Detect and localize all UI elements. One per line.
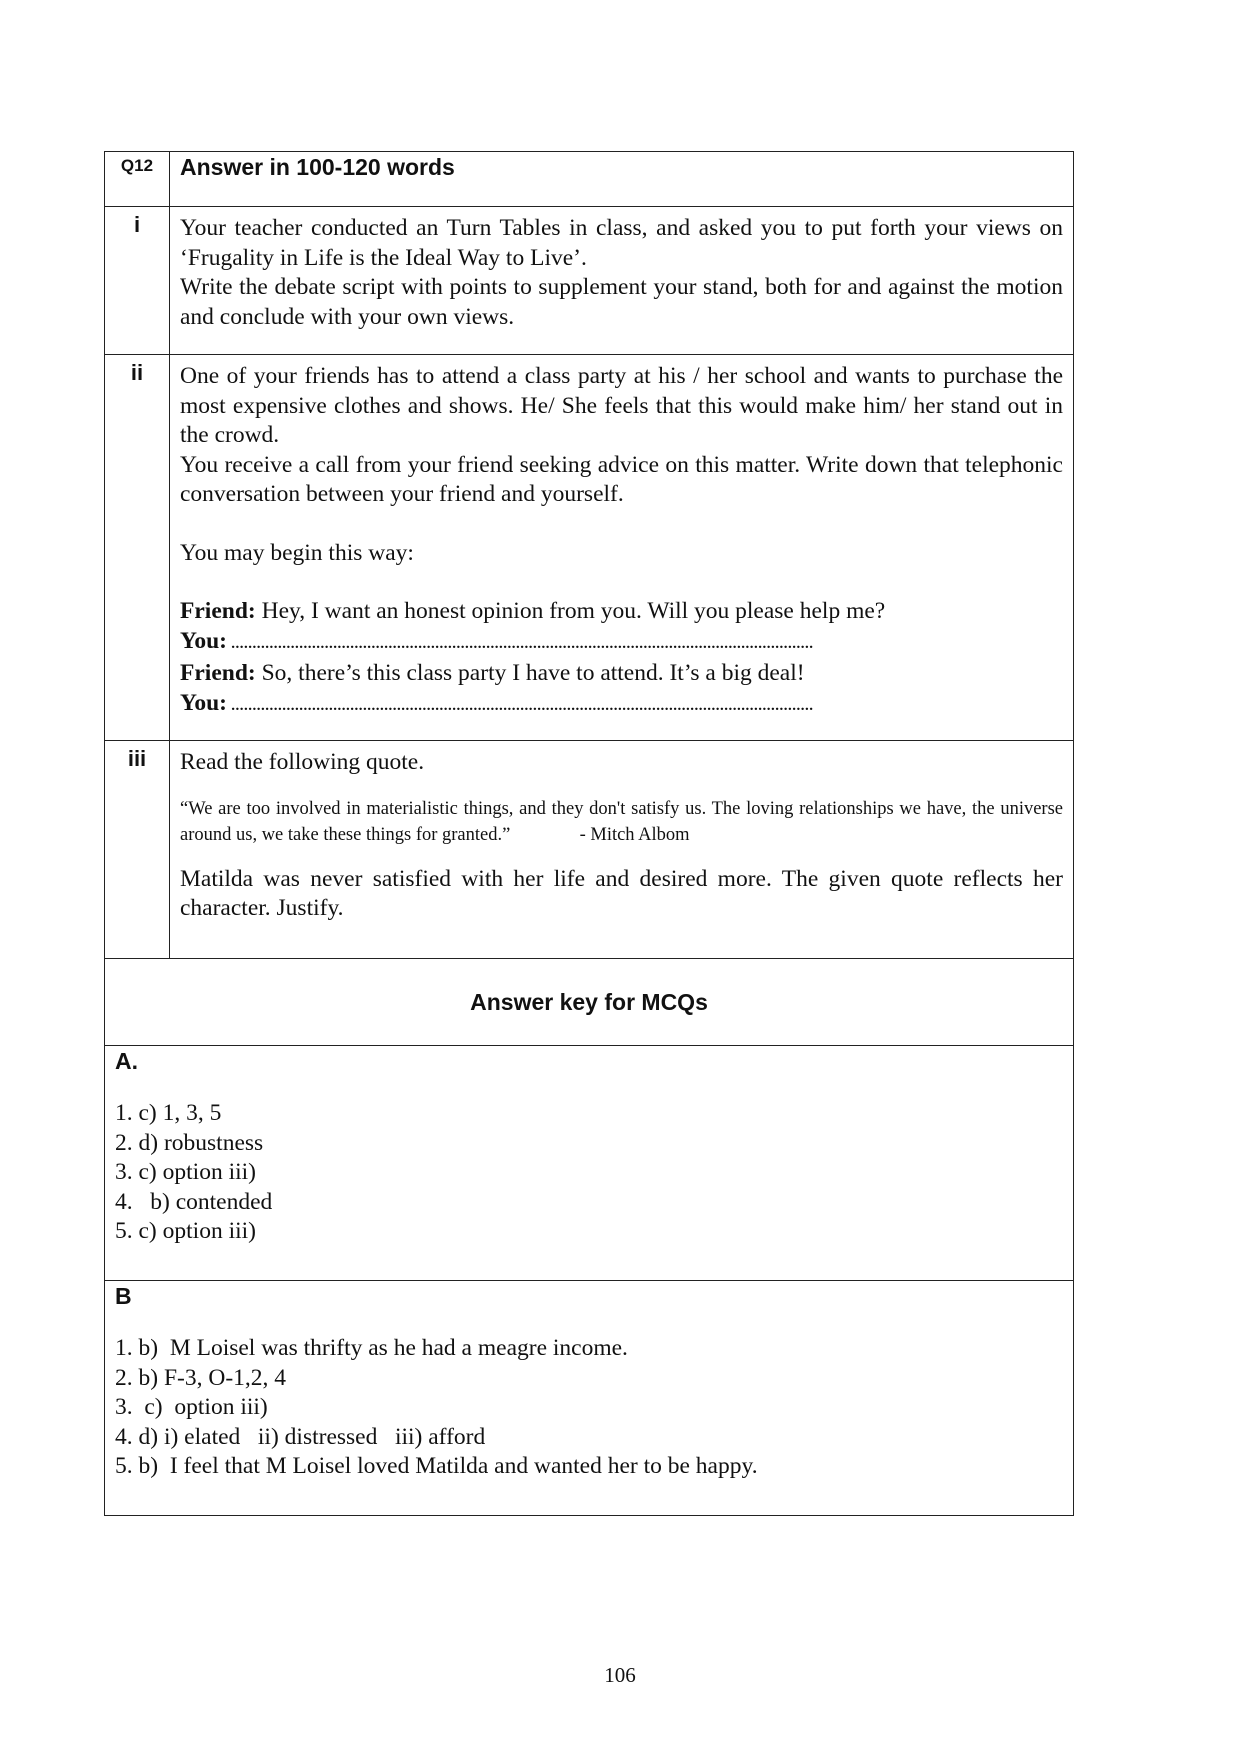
answer-key-title: Answer key for MCQs xyxy=(470,988,708,1015)
dialogue-text: Hey, I want an honest opinion from you. Will you please help me? xyxy=(255,598,886,624)
item-label: ii xyxy=(105,355,170,741)
dialogue xyxy=(180,597,1063,721)
question-heading: Answer in 100-120 words xyxy=(180,154,455,180)
answer-blank: ......................................................................................................................................... xyxy=(227,697,814,714)
answer-item: 4. d) i) elated ii) distressed iii) afford xyxy=(115,1423,486,1450)
answer-item: 3. c) option iii) xyxy=(115,1394,268,1420)
answer-item: 5. b) I feel that M Loisel loved Matilda and wanted her to be happy. xyxy=(115,1453,758,1479)
item-row-i xyxy=(105,207,1074,355)
question-number: Q12 xyxy=(105,152,170,207)
question-table xyxy=(104,151,1074,1516)
answer-item: 1. b) M Loisel was thrifty as he had a meagre income. xyxy=(115,1335,628,1361)
speaker: You: xyxy=(180,627,228,654)
page-number: 106 xyxy=(604,1663,636,1687)
dialogue-line xyxy=(180,689,1063,722)
dialogue-line xyxy=(180,627,1063,660)
item-i-paragraph-2: Write the debate script with points to supplement your stand, both for and against the motion and conclude with your own views. xyxy=(180,274,1063,330)
section-b-label: B xyxy=(115,1283,132,1309)
question-sheet xyxy=(104,151,1074,1516)
section-b-row xyxy=(105,1281,1074,1516)
quote-text: “We are too involved in materialistic things, and they don't satisfy us. The loving relationships we have, the universe around us, we take these things for granted.” xyxy=(180,798,1063,845)
answer-item: 5. c) option iii) xyxy=(115,1218,256,1244)
item-label: i xyxy=(105,207,170,355)
answer-item: 1. c) 1, 3, 5 xyxy=(115,1100,222,1126)
section-a-row xyxy=(105,1046,1074,1281)
dialogue-text: So, there’s this class party I have to attend. It’s a big deal! xyxy=(255,660,805,686)
answer-item: 3. c) option iii) xyxy=(115,1159,256,1185)
q12-header-row xyxy=(105,152,1074,207)
item-iii-task: Matilda was never satisfied with her life and desired more. The given quote reflects her character. Justify. xyxy=(180,865,1063,921)
item-i-paragraph-1: Your teacher conducted an Turn Tables in class, and asked you to put forth your views on ‘Frugality in Life is the Ideal Way to Live’. xyxy=(180,215,1063,271)
answer-item: 2. d) robustness xyxy=(115,1129,264,1156)
dialogue-line xyxy=(180,659,1063,689)
answer-item: 2. b) F-3, O-1,2, 4 xyxy=(115,1364,287,1391)
item-iii-intro: Read the following quote. xyxy=(180,749,425,775)
speaker: Friend: xyxy=(180,598,256,624)
section-b-answers xyxy=(115,1334,1063,1482)
section-a-label: A. xyxy=(115,1048,138,1074)
item-ii-paragraph-2: You receive a call from your friend seeking advice on this matter. Write down that telephonic conversation between your friend and yourself. xyxy=(180,451,1063,507)
item-ii-begin-instruction: You may begin this way: xyxy=(180,539,414,566)
answer-item: 4. b) contended xyxy=(115,1188,273,1215)
item-row-ii xyxy=(105,355,1074,741)
speaker: You: xyxy=(180,689,228,716)
item-row-iii xyxy=(105,741,1074,959)
dialogue-line xyxy=(180,597,1063,627)
item-ii-paragraph-1: One of your friends has to attend a class party at his / her school and wants to purchase the most expensive clothes and shows. He/ She feels that this would make him/ her stand out in the crowd. xyxy=(180,363,1063,448)
quote xyxy=(180,796,1063,848)
section-a-answers xyxy=(115,1099,1063,1247)
speaker: Friend: xyxy=(180,660,256,686)
answer-blank: ......................................................................................................................................... xyxy=(227,635,814,652)
item-label: iii xyxy=(105,741,170,959)
answer-key-title-row xyxy=(105,959,1074,1046)
quote-author: - Mitch Albom xyxy=(579,824,690,845)
